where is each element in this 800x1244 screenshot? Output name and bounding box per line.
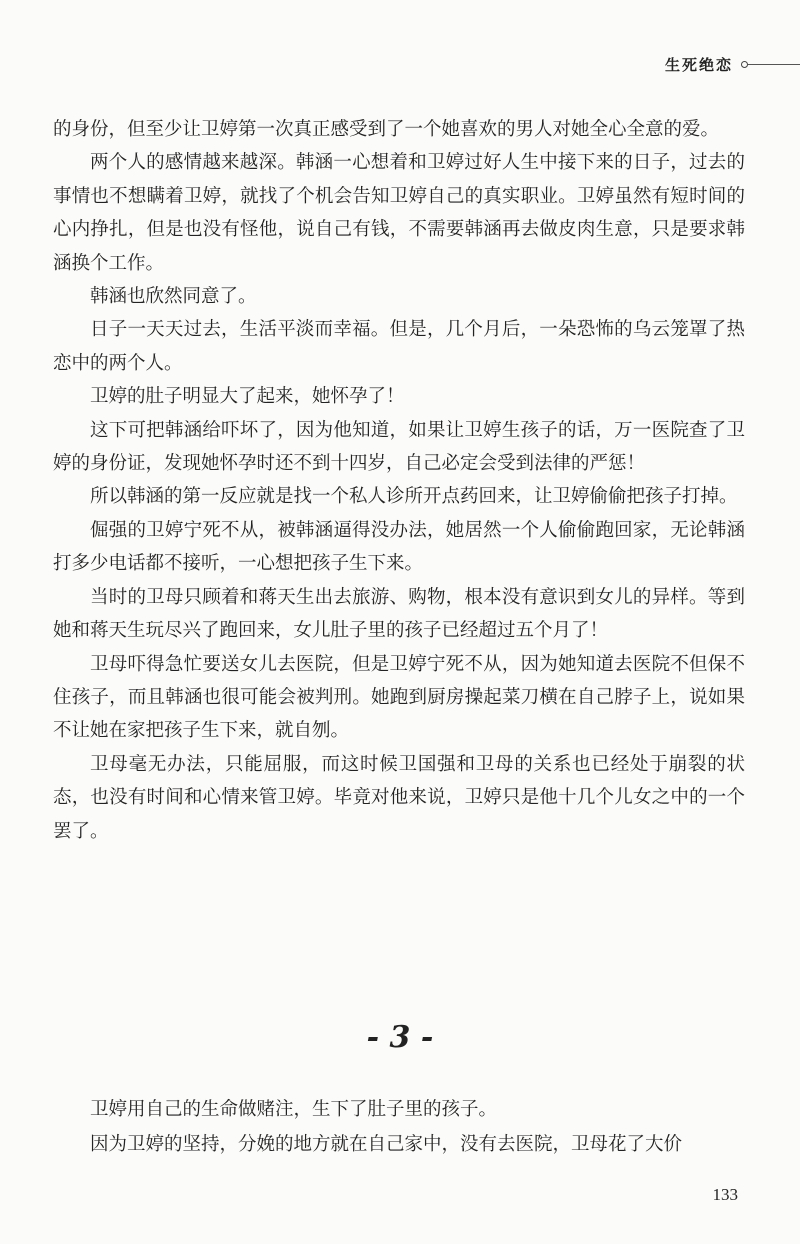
paragraph: 日子一天天过去，生活平淡而幸福。但是，几个月后，一朵恐怖的乌云笼罩了热恋中的两个人。: [53, 319, 745, 374]
paragraph: 韩涵也欣然同意了。: [90, 286, 257, 308]
paragraph: 当时的卫母只顾着和蒋天生出去旅游、购物，根本没有意识到女儿的异样。等到她和蒋天生玩尽兴了跑回来，女儿肚子里的孩子已经超过五个月了！: [53, 586, 745, 642]
section-number: - 3 -: [366, 1020, 434, 1055]
paragraph: 因为卫婷的坚持，分娩的地方就在自己家中，没有去医院，卫母花了大价: [90, 1134, 683, 1155]
header-ornament-circle: [741, 61, 748, 68]
header-ornament-line: [748, 64, 800, 65]
running-header: [665, 52, 800, 76]
paragraph: 所以韩涵的第一反应就是找一个私人诊所开点药回来，让卫婷偷偷把孩子打掉。: [90, 486, 738, 508]
paragraph: 卫母毫无办法，只能屈服，而这时候卫国强和卫母的关系也已经处于崩裂的状态，也没有时间和心情来管卫婷。毕竟对他来说，卫婷只是他十几个儿女之中的一个罢了。: [53, 753, 745, 842]
paragraph: 的身份，但至少让卫婷第一次真正感受到了一个她喜欢的男人对她全心全意的爱。: [53, 119, 720, 140]
paragraph: 卫婷的肚子明显大了起来，她怀孕了！: [90, 386, 405, 408]
paragraph: 倔强的卫婷宁死不从，被韩涵逼得没办法，她居然一个人偷偷跑回家，无论韩涵打多少电话都不接听，一心想把孩子生下来。: [53, 519, 745, 575]
paragraph: 两个人的感情越来越深。韩涵一心想着和卫婷过好人生中接下来的日子，过去的事情也不想瞒着卫婷，就找了个机会告知卫婷自己的真实职业。卫婷虽然有短时间的心内挣扎，但是也没有怪他，说自己有钱，不需要韩涵再去做皮肉生意，只是要求韩涵换个工作。: [53, 152, 745, 274]
body-text-continued: [53, 1092, 745, 1162]
page-number: 133: [712, 1185, 738, 1204]
paragraph: 卫婷用自己的生命做赌注，生下了肚子里的孩子。: [90, 1099, 498, 1120]
paragraph: 这下可把韩涵给吓坏了，因为他知道，如果让卫婷生孩子的话，万一医院查了卫婷的身份证，发现她怀孕时还不到十四岁，自己必定会受到法律的严惩！: [53, 419, 745, 475]
body-text: [53, 113, 745, 848]
paragraph: 卫母吓得急忙要送女儿去医院，但是卫婷宁死不从，因为她知道去医院不但保不住孩子，而且韩涵也很可能会被判刑。她跑到厨房操起菜刀横在自己脖子上，说如果不让她在家把孩子生下来，就自刎。: [53, 653, 745, 742]
running-title: 生死绝恋: [664, 55, 733, 74]
